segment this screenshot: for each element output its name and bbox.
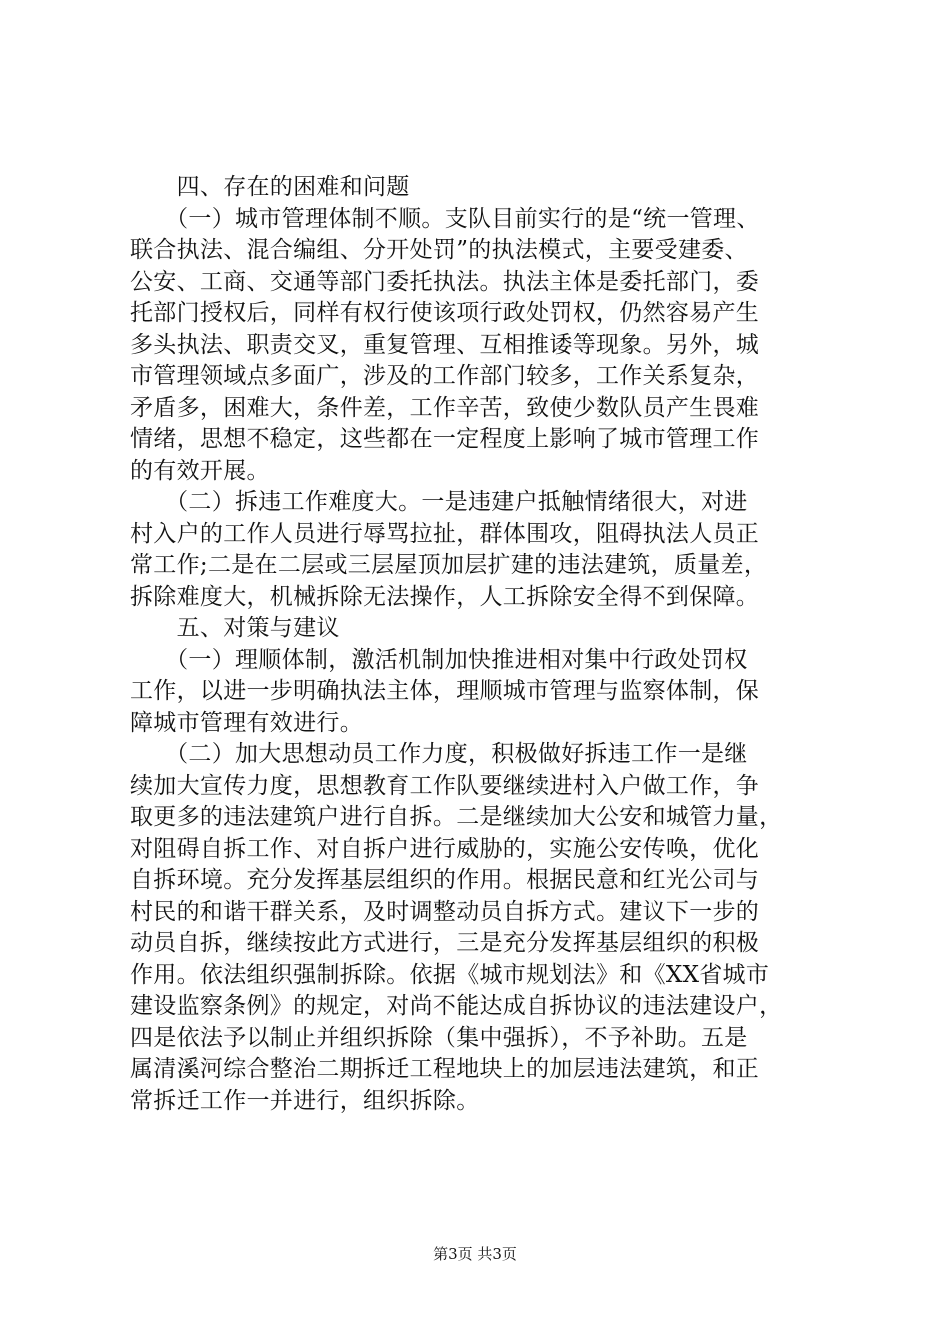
text-line: 市管理领域点多面广，涉及的工作部门较多，工作关系复杂，: [130, 363, 760, 389]
text-line: 自拆环境。充分发挥基层组织的作用。根据民意和红光公司与: [130, 867, 760, 893]
text-line: （一）城市管理体制不顺。支队目前实行的是“统一管理、: [130, 205, 760, 232]
text-line: 障城市管理有效进行。: [130, 709, 363, 736]
text-line: （二）加大思想动员工作力度，积极做好拆违工作一是继: [130, 741, 748, 767]
text-line: 五、对策与建议: [130, 615, 340, 641]
text-line: 常工作;二是在二层或三层屋顶加层扩建的违法建筑，质量差，: [130, 552, 768, 578]
text-line: 公安、工商、交通等部门委托执法。执法主体是委托部门，委: [130, 268, 760, 295]
text-line: 村民的和谐干群关系，及时调整动员自拆方式。建议下一步的: [130, 898, 760, 925]
text-line: 村入户的工作人员进行辱骂拉扯，群体围攻，阻碍执法人员正: [130, 520, 760, 547]
text-line: 作用。依法组织强制拆除。依据《城市规划法》和《XX省城市: [130, 961, 770, 988]
text-line: （二）拆违工作难度大。一是违建户抵触情绪很大，对进: [130, 489, 748, 515]
text-line: 的有效开展。: [130, 457, 270, 484]
text-line: 托部门授权后，同样有权行使该项行政处罚权，仍然容易产生: [130, 300, 760, 326]
text-line: 工作，以进一步明确执法主体，理顺城市管理与监察体制，保: [130, 678, 760, 704]
text-line: 建设监察条例》的规定，对尚不能达成自拆协议的违法建设户，: [130, 993, 783, 1019]
text-line: （一）理顺体制，激活机制加快推进相对集中行政处罚权: [130, 646, 748, 673]
text-line: 拆除难度大，机械拆除无法操作，人工拆除安全得不到保障。: [130, 583, 760, 610]
text-line: 多头执法、职责交叉，重复管理、互相推诿等现象。另外，城: [130, 331, 760, 358]
page-number-footer: 第3页 共3页: [433, 1245, 517, 1263]
text-line: 续加大宣传力度，思想教育工作队要继续进村入户做工作，争: [130, 772, 760, 799]
text-line: 动员自拆，继续按此方式进行，三是充分发挥基层组织的积极: [130, 930, 760, 956]
text-line: 矛盾多，困难大，条件差，工作辛苦，致使少数队员产生畏难: [130, 394, 760, 421]
text-line: 情绪，思想不稳定，这些都在一定程度上影响了城市管理工作: [130, 426, 760, 452]
text-line: 联合执法、混合编组、分开处罚”的执法模式，主要受建委、: [130, 237, 748, 263]
text-line: 对阻碍自拆工作、对自拆户进行威胁的，实施公安传唤，优化: [130, 835, 760, 862]
text-line: 属清溪河综合整治二期拆迁工程地块上的加层违法建筑，和正: [130, 1056, 760, 1082]
text-line: 四是依法予以制止并组织拆除（集中强拆），不予补助。五是: [130, 1024, 748, 1051]
text-line: 四、存在的困难和问题: [130, 174, 410, 200]
document-body: [130, 172, 830, 1117]
text-line: 取更多的违法建筑户进行自拆。二是继续加大公安和城管力量，: [130, 804, 783, 830]
text-line: 常拆迁工作一并进行，组织拆除。: [130, 1087, 480, 1114]
